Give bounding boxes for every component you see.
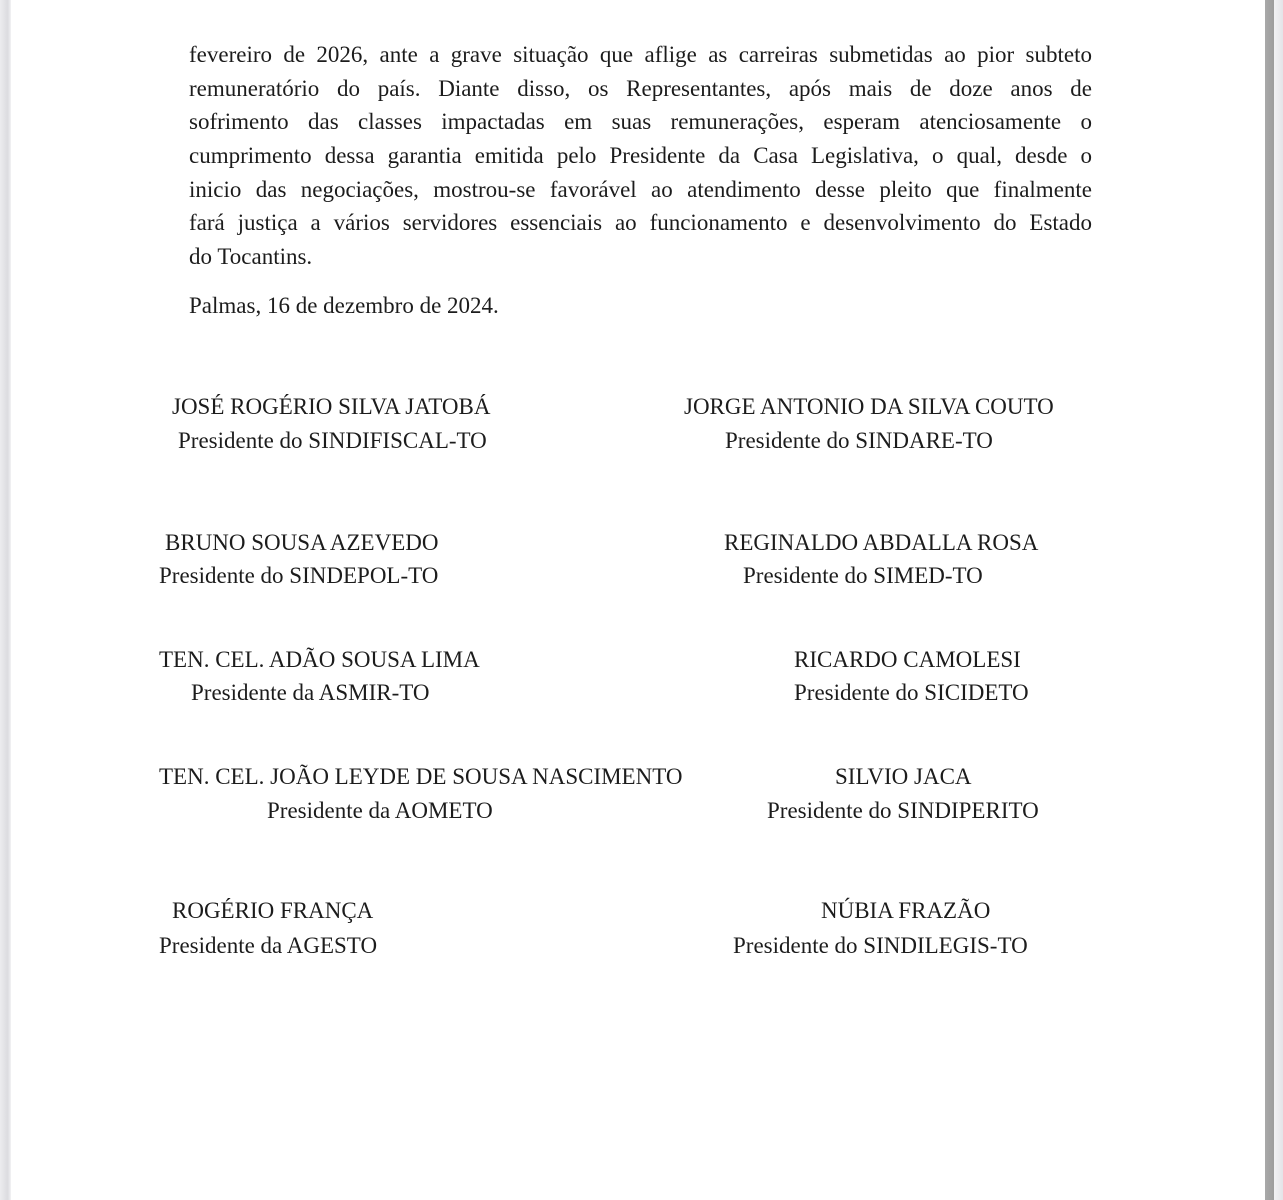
- signatory-title: Presidente do SICIDETO: [794, 680, 1029, 705]
- signatory-title: Presidente do SINDEPOL-TO: [159, 563, 439, 588]
- signatory-title: Presidente do SINDIPERITO: [767, 798, 1039, 823]
- signatory-title: Presidente da AOMETO: [267, 798, 493, 823]
- signatory-title: Presidente do SINDIFISCAL-TO: [178, 428, 487, 453]
- signatory-name: NÚBIA FRAZÃO: [821, 898, 991, 923]
- signatory-title: Presidente da ASMIR-TO: [191, 680, 430, 705]
- signatory-name: TEN. CEL. JOÃO LEYDE DE SOUSA NASCIMENTO: [159, 764, 683, 789]
- signatory-name: JORGE ANTONIO DA SILVA COUTO: [684, 394, 1054, 419]
- page-right-edge-shadow: [1265, 0, 1274, 1200]
- paragraph-line: fevereiro de 2026, ante a grave situação que aflige as carreiras submetidas ao pior subteto: [189, 42, 1092, 67]
- signatory-title: Presidente da AGESTO: [159, 933, 378, 958]
- paragraph-line: remuneratório do país. Diante disso, os Representantes, após mais de doze anos de: [189, 75, 1092, 101]
- signatory-name: BRUNO SOUSA AZEVEDO: [165, 530, 439, 555]
- signatory-name: SILVIO JACA: [835, 764, 972, 789]
- paragraph-line: sofrimento das classes impactadas em suas remunerações, esperam atenciosamente o: [189, 109, 1092, 135]
- paragraph-line: fará justiça a vários servidores essenciais ao funcionamento e desenvolvimento do Estado: [189, 210, 1092, 236]
- signatory-title: Presidente do SINDILEGIS-TO: [733, 933, 1028, 958]
- place-date: Palmas, 16 de dezembro de 2024.: [189, 293, 499, 318]
- paragraph-line: cumprimento dessa garantia emitida pelo Presidente da Casa Legislativa, o qual, desde o: [189, 143, 1092, 169]
- page-left-margin: [0, 0, 11, 1200]
- letter-paragraph: [189, 38, 1092, 274]
- signatory-name: RICARDO CAMOLESI: [794, 647, 1021, 672]
- page-right-margin: [1274, 0, 1283, 1200]
- paragraph-line: do Tocantins.: [189, 244, 313, 270]
- signatory-name: JOSÉ ROGÉRIO SILVA JATOBÁ: [172, 394, 491, 419]
- signatory-name: TEN. CEL. ADÃO SOUSA LIMA: [159, 647, 480, 672]
- signatory-name: REGINALDO ABDALLA ROSA: [724, 530, 1039, 555]
- paragraph-line: inicio das negociações, mostrou-se favorável ao atendimento desse pleito que finalmente: [189, 176, 1092, 202]
- signatory-name: ROGÉRIO FRANÇA: [172, 898, 374, 923]
- signatory-title: Presidente do SINDARE-TO: [725, 428, 993, 453]
- signatory-title: Presidente do SIMED-TO: [743, 563, 983, 588]
